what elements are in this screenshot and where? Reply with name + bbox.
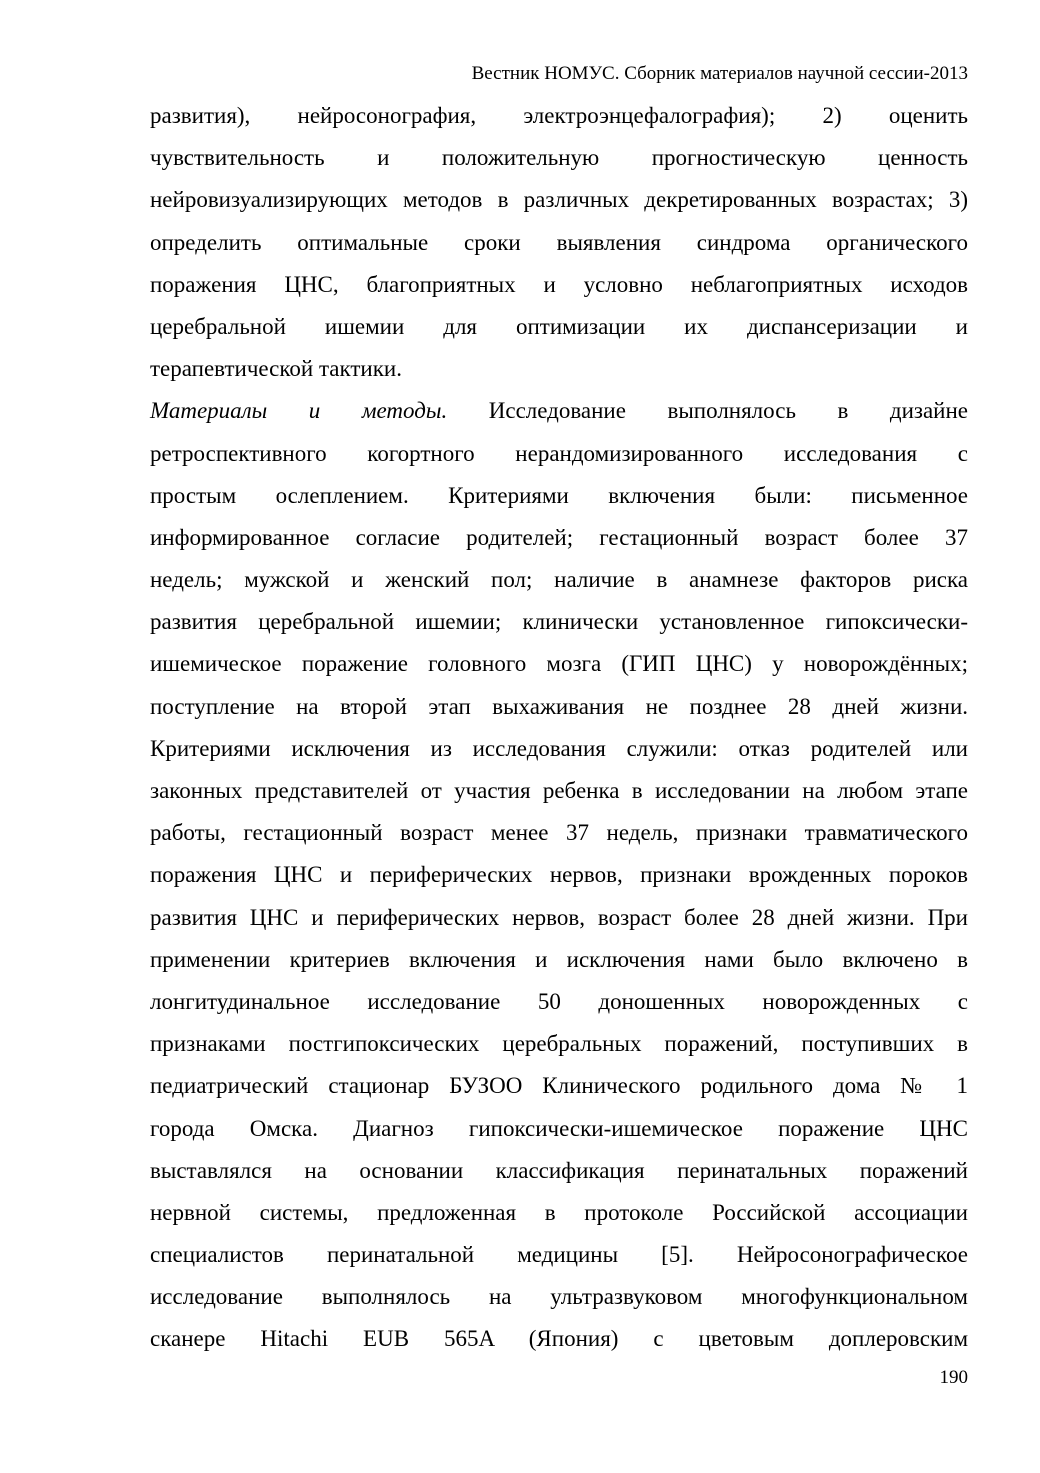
text-line: ишемическое поражение головного мозга (ГИП ЦНС) у новорождённых; [150,651,968,677]
text-line: лонгитудинальное исследование 50 доношенных новорожденных с [150,988,968,1014]
text-line: поступление на второй этап выхаживания не позднее 28 дней жизни. [150,693,968,719]
text-line-rest: Исследование выполнялось в дизайне [488,398,969,424]
text-line [150,390,968,432]
text-line: выставлялся на основании классификация перинатальных поражений [150,1157,968,1183]
text-line: педиатрический стационар БУЗОО Клинического родильного дома № 1 [150,1073,968,1099]
text-line: специалистов перинатальной медицины [5]. Нейросонографическое [150,1242,968,1268]
text-line: терапевтической тактики. [150,356,402,382]
text-line: законных представителей от участия ребенка в исследовании на любом этапе [150,778,968,803]
text-line: поражения ЦНС и периферических нервов, признаки врожденных пороков [150,862,968,888]
text-line: простым ослеплением. Критериями включения были: письменное [150,482,968,508]
text-line: развития ЦНС и периферических нервов, возраст более 28 дней жизни. При [150,904,968,930]
text-line: чувствительность и положительную прогностическую ценность [150,145,968,171]
text-line: ретроспективного когортного нерандомизированного исследования с [150,440,968,466]
body-text [150,95,968,1361]
text-line: города Омска. Диагноз гипоксически-ишемическое поражение ЦНС [150,1115,968,1141]
text-line: Критериями исключения из исследования служили: отказ родителей или [150,735,968,761]
paragraph-1 [150,95,968,390]
text-line: применении критериев включения и исключения нами было включено в [150,946,968,972]
text-line: поражения ЦНС, благоприятных и условно неблагоприятных исходов [150,271,968,297]
text-line: исследование выполнялось на ультразвуковом многофункциональном [150,1284,968,1310]
text-line: развития церебральной ишемии; клинически установленное гипоксически- [150,609,968,635]
page-number: 190 [939,1367,968,1388]
text-line: сканере Hitachi EUB 565A (Япония) с цветовым доплеровским [150,1326,968,1352]
text-line: недель; мужской и женский пол; наличие в анамнезе факторов риска [150,567,968,593]
running-header: Вестник НОМУС. Сборник материалов научной сессии-2013 [471,63,968,84]
section-heading: Материалы и методы. [150,398,448,424]
text-line: информированное согласие родителей; гестационный возраст более 37 [150,524,968,550]
text-line: нервной системы, предложенная в протоколе Российской ассоциации [150,1199,968,1225]
text-line: развития), нейросонография, электроэнцефалография); 2) оценить [150,103,968,128]
paragraph-2 [150,390,968,1360]
text-line: церебральной ишемии для оптимизации их диспансеризации и [150,313,968,339]
text-line: работы, гестационный возраст менее 37 недель, признаки травматического [150,820,968,846]
text-line: определить оптимальные сроки выявления синдрома органического [150,229,968,255]
text-line: признаками постгипоксических церебральных поражений, поступивших в [150,1031,968,1057]
text-line: нейровизуализирующих методов в различных декретированных возрастах; 3) [150,187,968,213]
